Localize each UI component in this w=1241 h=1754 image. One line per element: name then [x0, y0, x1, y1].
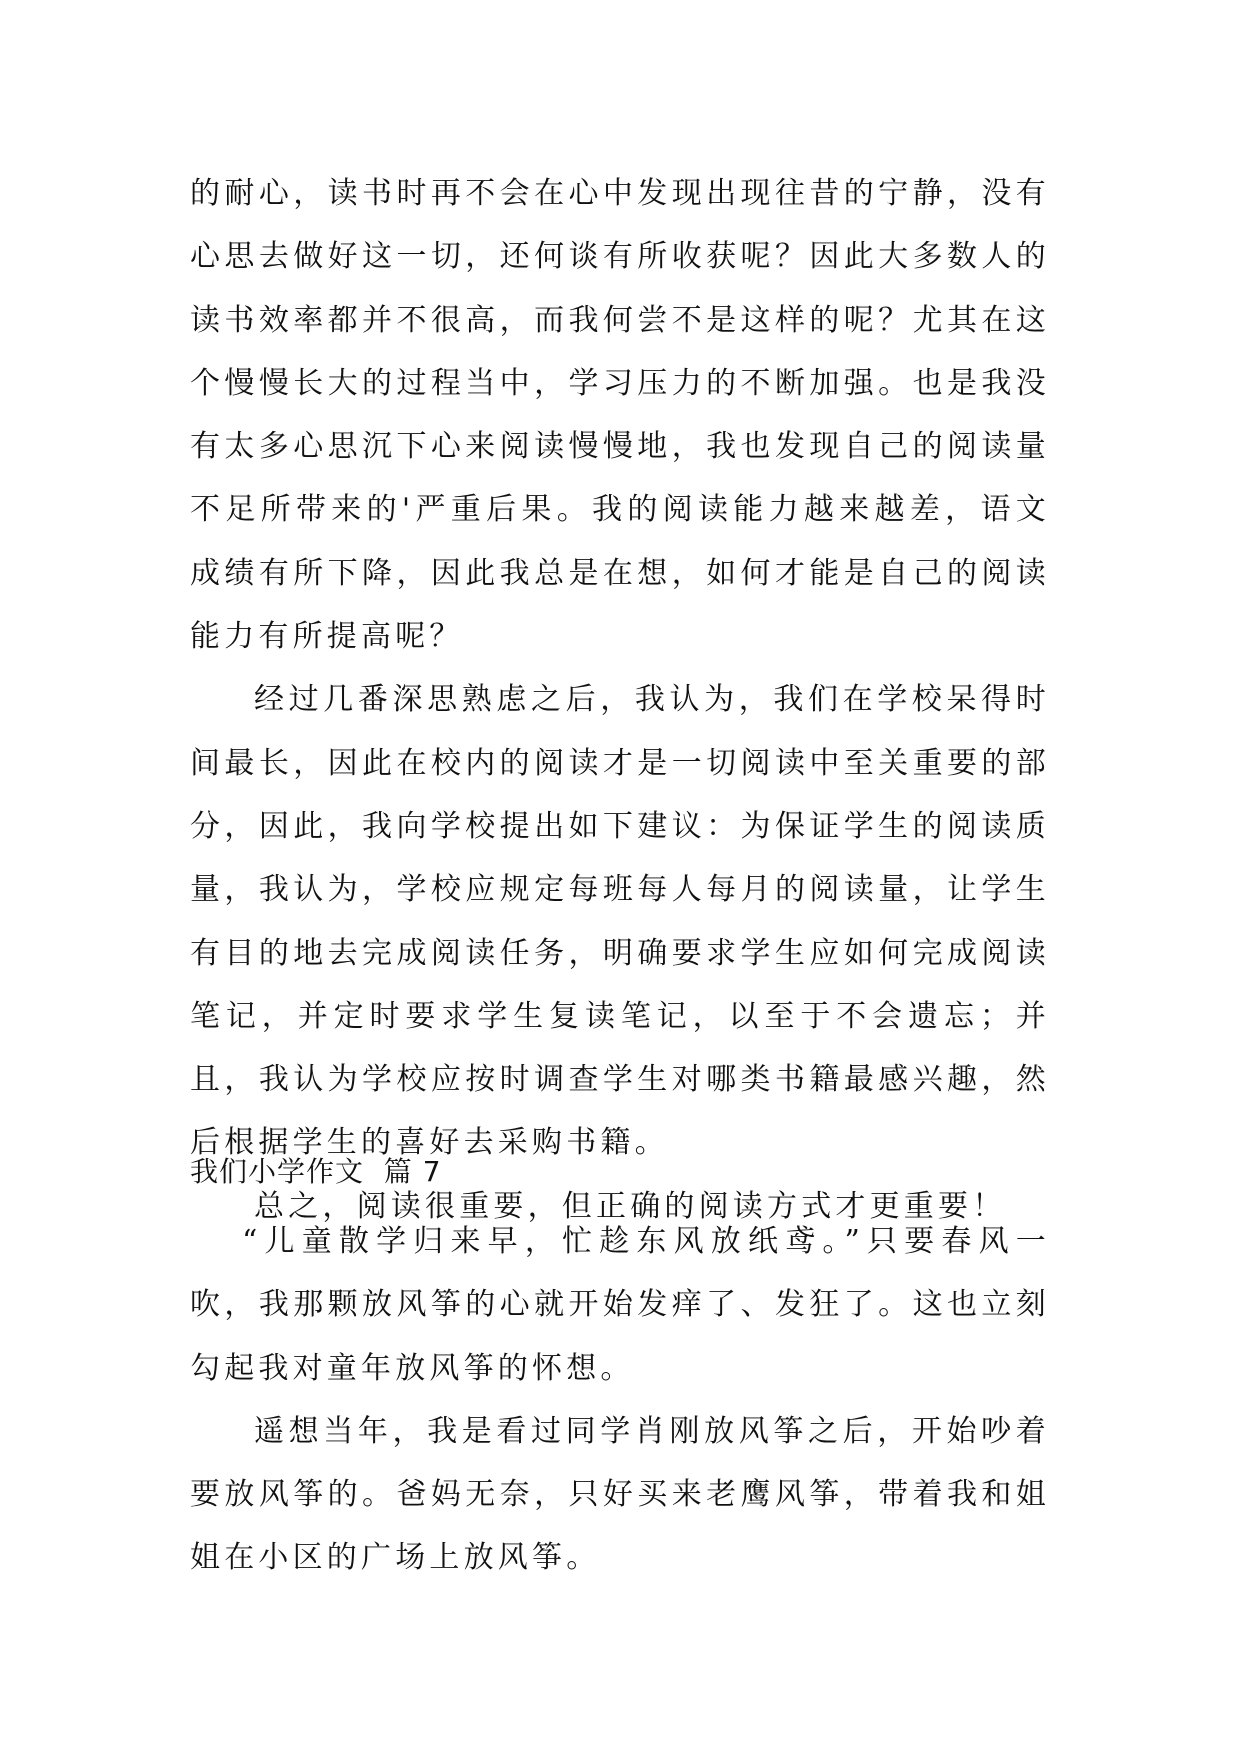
- paragraph-reading-patience: 的耐心，读书时再不会在心中发现出现往昔的宁静，没有心思去做好这一切，还何谈有所收获呢？因此大多数人的读书效率都并不很高，而我何尝不是这样的呢？尤其在这个慢慢长大的过程当中，学习压力的不断加强。也是我没有太多心思沉下心来阅读慢慢地，我也发现自己的阅读量不足所带来的'严重后果。我的阅读能力越来越差，语文成绩有所下降，因此我总是在想，如何才能是自己的阅读能力有所提高呢？: [190, 176, 1050, 655]
- paragraph-kite-poem: “儿童散学归来早，忙趁东风放纸鸢。”只要春风一吹，我那颗放风筝的心就开始发痒了、发狂了。这也立刻勾起我对童年放风筝的怀想。: [190, 1224, 1050, 1386]
- essay-body-part2: [190, 1210, 1050, 1590]
- essay-body-part1: [190, 162, 1050, 1238]
- paragraph-conclusion: 总之，阅读很重要，但正确的阅读方式才更重要！: [254, 1188, 1007, 1224]
- section-heading: 我们小学作文 篇 7: [190, 1155, 442, 1188]
- paragraph-kite-memory: 遥想当年，我是看过同学肖刚放风筝之后，开始吵着要放风筝的。爸妈无奈，只好买来老鹰风筝，带着我和姐姐在小区的广场上放风筝。: [190, 1413, 1050, 1576]
- paragraph-school-suggestions: 经过几番深思熟虑之后，我认为，我们在学校呆得时间最长，因此在校内的阅读才是一切阅读中至关重要的部分，因此，我向学校提出如下建议：为保证学生的阅读质量，我认为，学校应规定每班每人每月的阅读量，让学生有目的地去完成阅读任务，明确要求学生应如何完成阅读笔记，并定时要求学生复读笔记，以至于不会遗忘；并且，我认为学校应按时调查学生对哪类书籍最感兴趣，然后根据学生的喜好去采购书籍。: [190, 682, 1050, 1161]
